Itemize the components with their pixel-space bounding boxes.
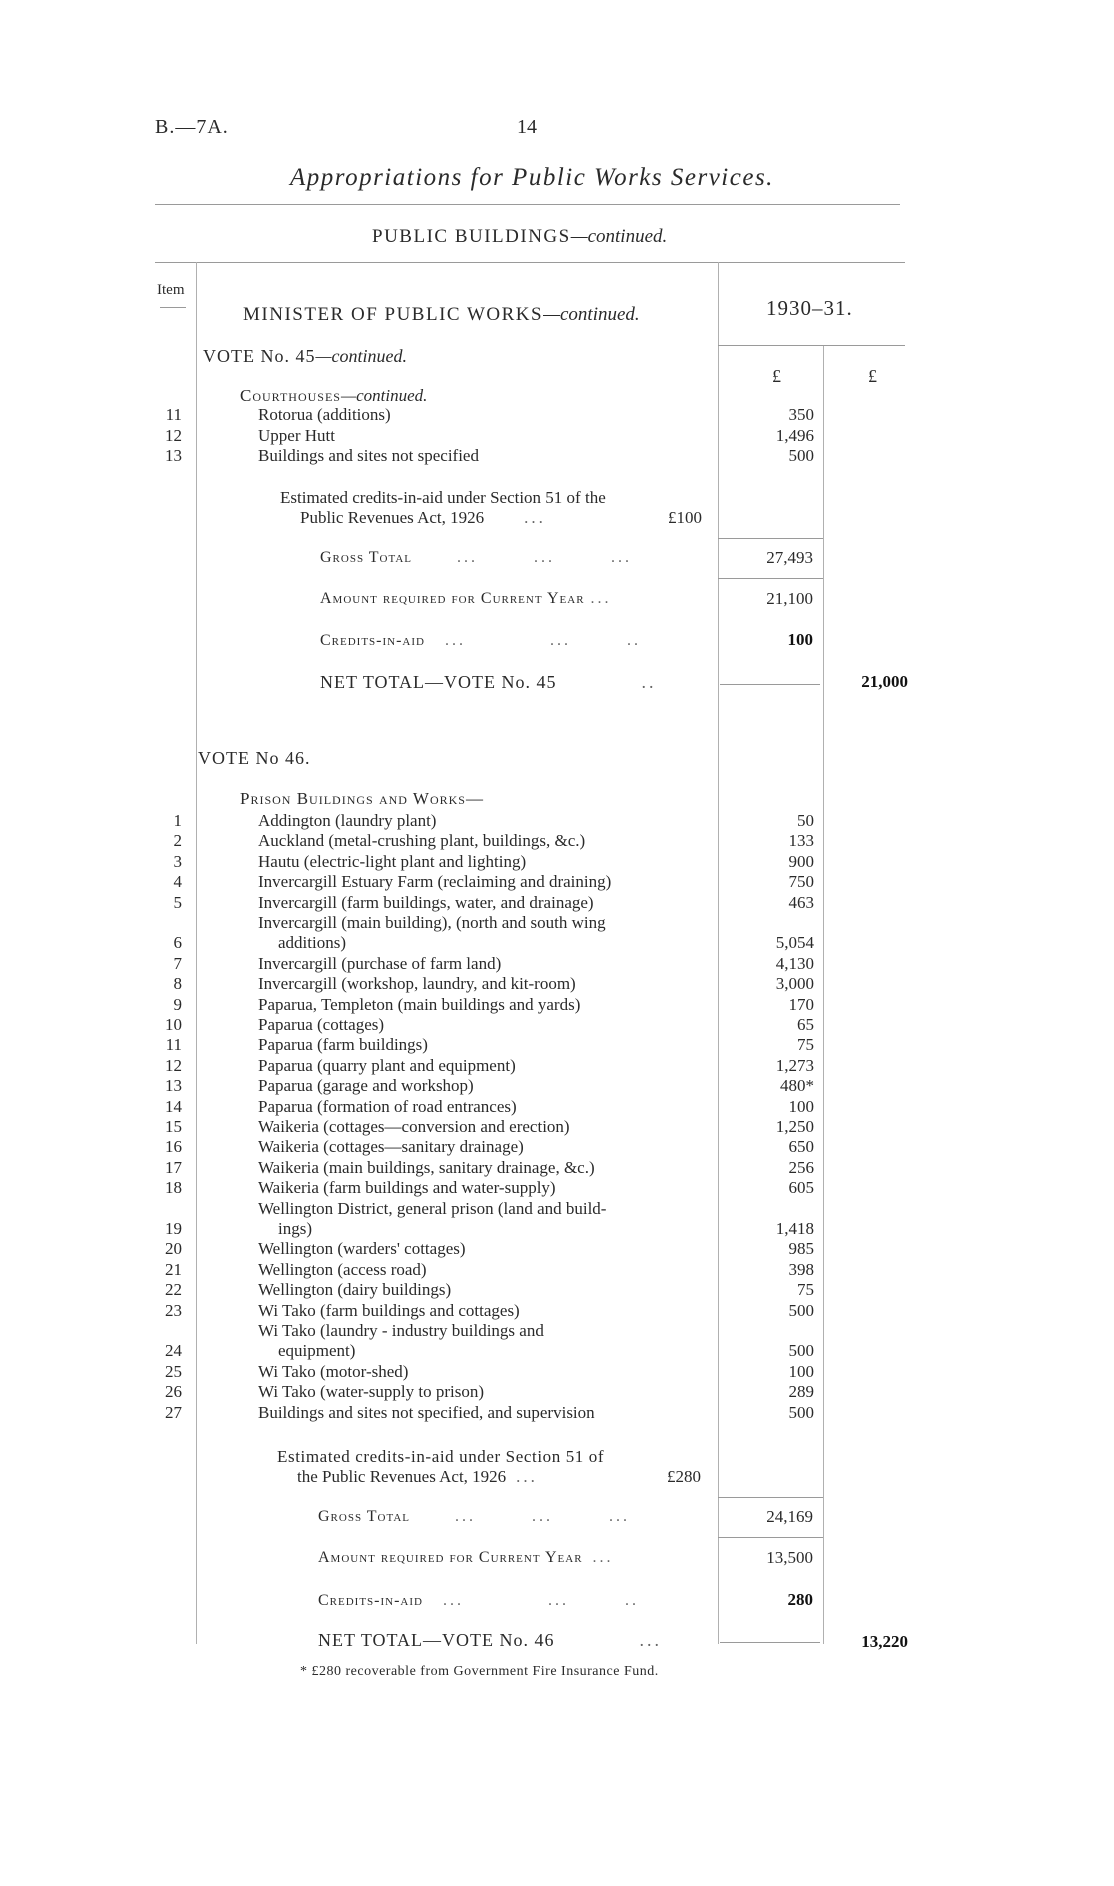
vote-46-item-description: Invercargill (main building), (north and south wing	[258, 913, 606, 932]
vote-45-heading	[203, 346, 407, 367]
vote-46-item-description: Wellington (warders' cottages)	[258, 1239, 466, 1259]
vote-46-item-amount: 1,250	[775, 1117, 814, 1136]
vote-46-item-description: Addington (laundry plant)	[258, 811, 437, 830]
vote-46-item-amount: 1,273	[775, 1055, 814, 1075]
vote-45-net-total-label: NET TOTAL—VOTE No. 45 ..	[320, 672, 657, 692]
item-column-label: Item	[157, 282, 185, 298]
vote-45-credits-note-amount: £100	[668, 508, 702, 527]
vote-46-credits-label: Credits-in-aid ... ... ..	[318, 1592, 639, 1609]
vote-46-item-number: 5	[173, 892, 182, 912]
vote-45-item-amount: 350	[788, 405, 814, 424]
footnote: * £280 recoverable from Government Fire Insurance Fund.	[300, 1664, 659, 1679]
page-number: 14	[517, 116, 537, 138]
vote-46-item-description: Waikeria (main buildings, sanitary drainage, &c.)	[258, 1157, 595, 1177]
minister-heading	[243, 304, 640, 326]
vote-46-item-number: 12	[165, 1055, 182, 1075]
vote-46-item-description: Invercargill (workshop, laundry, and kit-room)	[258, 974, 576, 994]
vote-46-item-amount: 100	[788, 1096, 814, 1116]
vote-45-item-amount: 500	[788, 446, 814, 465]
vote-46-item-description: Wi Tako (motor-shed)	[258, 1361, 409, 1381]
vote-46-item-number: 21	[165, 1259, 182, 1279]
vote-46-item-number: 1	[173, 811, 182, 830]
vote-45-item-description: Rotorua (additions)	[258, 405, 391, 424]
vote-46-credits-note-line2: the Public Revenues Act, 1926 ...	[297, 1467, 538, 1486]
vote-46-item-description: Paparua, Templeton (main buildings and yards)	[258, 994, 581, 1014]
vote-46-amount-required: 13,500	[766, 1548, 813, 1567]
vote-46-item-description: Invercargill Estuary Farm (reclaiming and draining)	[258, 872, 612, 892]
vote-45-net-rule	[720, 684, 820, 685]
vote-46-item-amount: 500	[788, 1402, 814, 1422]
vote-46-required-rule	[718, 1537, 823, 1538]
vote-46-credits: 280	[787, 1590, 813, 1609]
vote-46-item-amount: 170	[788, 994, 814, 1014]
vote-46-item-amount: 75	[797, 1280, 814, 1300]
vote-46-item-amount: 750	[788, 872, 814, 892]
courthouses-group	[240, 386, 427, 406]
section-heading	[372, 226, 667, 248]
pound-sign-amount: £	[772, 366, 781, 386]
vote-45-item-description: Buildings and sites not specified	[258, 446, 479, 465]
vote-46-item-description: Buildings and sites not specified, and supervision	[258, 1402, 595, 1422]
vote-46-net-total-label: NET TOTAL—VOTE No. 46 ...	[318, 1630, 663, 1650]
courthouses-continued: —continued.	[340, 386, 428, 405]
vote-45-gross-rule	[718, 538, 823, 539]
vote-46-item-description: Auckland (metal-crushing plant, buildings, &c.)	[258, 831, 586, 851]
vote-45-item-number: 12	[165, 425, 182, 445]
vote-46-item-description: Wellington (dairy buildings)	[258, 1280, 452, 1300]
vote-46-item-description: Wi Tako (farm buildings and cottages)	[258, 1300, 520, 1320]
vote-45-item-description: Upper Hutt	[258, 425, 335, 445]
vote-46-item-description: Paparua (quarry plant and equipment)	[258, 1055, 516, 1075]
vote-46-gross-rule	[718, 1497, 823, 1498]
courthouses-label: Courthouses	[240, 386, 341, 405]
vote-46-item-amount: 50	[797, 811, 814, 830]
vote-46-item-number: 19	[165, 1219, 182, 1238]
vote-46-gross-total-label: Gross Total ... ... ...	[318, 1508, 631, 1525]
minister-continued: —continued.	[543, 304, 640, 325]
vote-45-credits-note-line2: Public Revenues Act, 1926 ...	[300, 508, 546, 527]
vote-46-item-number: 4	[173, 872, 182, 892]
year-heading: 1930–31.	[766, 296, 853, 320]
vote-46-item-number: 18	[165, 1178, 182, 1198]
item-label-rule	[160, 307, 186, 308]
vote-45-item-number: 11	[165, 405, 182, 424]
vote-46-item-number: 10	[165, 1015, 182, 1034]
vote-46-item-description: Invercargill (purchase of farm land)	[258, 953, 502, 973]
title-rule	[155, 204, 900, 205]
vote-46-item-number: 9	[173, 994, 182, 1014]
vote-46-item-amount: 605	[788, 1178, 814, 1198]
vote-46-item-description: Waikeria (cottages—sanitary drainage)	[258, 1137, 524, 1157]
table-top-rule	[155, 262, 905, 263]
vote-46-item-description: Paparua (cottages)	[258, 1015, 385, 1034]
vote-46-item-amount: 398	[788, 1259, 814, 1279]
vote-46-item-amount: 985	[788, 1239, 814, 1259]
vote-45-credits-note-line1: Estimated credits-in-aid under Section 51 of the	[280, 488, 606, 507]
vote-46-item-amount: 500	[788, 1300, 814, 1320]
vote-46-item-number: 26	[165, 1382, 182, 1402]
vote-46-item-description: Wi Tako (water-supply to prison)	[258, 1382, 484, 1402]
page-title: Appropriations for Public Works Services.	[290, 164, 774, 191]
vote-46-heading: VOTE No 46.	[198, 748, 311, 768]
vote-46-item-number: 7	[173, 953, 182, 973]
vote-45-title: VOTE No. 45	[203, 346, 316, 366]
vote-45-item-amount: 1,496	[775, 425, 814, 445]
vote-46-item-description-cont: additions)	[278, 933, 346, 953]
vote-46-item-number: 15	[165, 1117, 182, 1136]
vote-46-item-amount: 133	[788, 831, 814, 851]
vote-45-credits-label: Credits-in-aid ... ... ..	[320, 632, 641, 649]
vote-46-item-number: 20	[165, 1239, 182, 1259]
vote-46-item-description: Paparua (farm buildings)	[258, 1035, 428, 1055]
vote-46-item-number: 11	[165, 1035, 182, 1055]
vote-46-credits-note-act: the Public Revenues Act, 1926	[297, 1467, 507, 1486]
vote-46-item-number: 17	[165, 1157, 182, 1177]
vote-46-item-amount: 4,130	[775, 953, 814, 973]
vote-46-item-number: 6	[173, 933, 182, 953]
vote-46-item-description: Paparua (formation of road entrances)	[258, 1096, 517, 1116]
vote-46-item-amount: 1,418	[775, 1219, 814, 1238]
vote-45-amount-required-label: Amount required for Current Year ...	[320, 590, 612, 607]
vote-46-item-number: 14	[165, 1096, 182, 1116]
vote-45-required-rule	[718, 578, 823, 579]
vote-46-item-description-cont: ings)	[278, 1219, 312, 1238]
prison-buildings-group: Prison Buildings and Works—	[240, 789, 484, 808]
vote-45-continued: —continued.	[315, 346, 407, 366]
vote-46-item-amount: 289	[788, 1382, 814, 1402]
vote-46-gross-total: 24,169	[766, 1507, 813, 1526]
vote-46-item-amount: 500	[788, 1341, 814, 1361]
vote-46-item-description: Invercargill (farm buildings, water, and drainage)	[258, 892, 594, 912]
vote-46-item-description: Paparua (garage and workshop)	[258, 1076, 474, 1096]
vote-46-item-number: 3	[173, 851, 182, 871]
section-continued: —continued.	[570, 226, 668, 247]
vote-46-item-amount: 463	[788, 892, 814, 912]
vote-46-item-number: 2	[173, 831, 182, 851]
vote-46-item-amount: 3,000	[775, 974, 814, 994]
vote-46-credits-note-amount: £280	[667, 1467, 701, 1486]
vote-45-amount-required: 21,100	[766, 589, 813, 608]
vote-45-net-total: 21,000	[861, 672, 908, 691]
vote-46-item-number: 16	[165, 1137, 182, 1157]
year-rule	[718, 345, 905, 346]
vote-46-item-number: 24	[165, 1341, 182, 1361]
vote-45-credits: 100	[787, 630, 813, 649]
vote-46-item-description: Wellington District, general prison (land and build-	[258, 1198, 607, 1218]
vote-46-item-amount: 900	[788, 851, 814, 871]
vote-46-item-number: 27	[165, 1402, 182, 1422]
amount-column-rule	[718, 262, 719, 1644]
vote-46-item-number: 23	[165, 1300, 182, 1320]
vote-46-item-description-cont: equipment)	[278, 1341, 356, 1361]
vote-45-credits-note-act: Public Revenues Act, 1926	[300, 508, 485, 527]
section-name: PUBLIC BUILDINGS	[372, 226, 571, 247]
vote-46-net-total: 13,220	[861, 1632, 908, 1651]
vote-46-net-rule	[720, 1642, 820, 1643]
vote-46-item-description: Hautu (electric-light plant and lighting)	[258, 851, 527, 871]
vote-46-item-description: Wi Tako (laundry - industry buildings and	[258, 1321, 544, 1340]
vote-45-gross-total: 27,493	[766, 548, 813, 567]
vote-46-item-number: 8	[173, 974, 182, 994]
vote-46-item-number: 22	[165, 1280, 182, 1300]
total-column-rule	[823, 345, 824, 1644]
vote-46-amount-required-label: Amount required for Current Year ...	[318, 1549, 614, 1566]
vote-46-item-amount: 650	[788, 1137, 814, 1157]
pound-sign-total: £	[868, 366, 877, 386]
minister-name: MINISTER OF PUBLIC WORKS	[243, 304, 544, 325]
vote-45-gross-total-label: Gross Total ... ... ...	[320, 549, 633, 566]
vote-46-item-description: Wellington (access road)	[258, 1259, 427, 1279]
vote-46-item-description: Waikeria (farm buildings and water-supply)	[258, 1178, 556, 1198]
vote-46-item-amount: 75	[797, 1035, 814, 1055]
vote-46-item-amount: 100	[788, 1361, 814, 1381]
vote-46-item-amount: 256	[788, 1157, 814, 1177]
vote-46-item-number: 25	[165, 1361, 182, 1381]
vote-46-item-amount: 480*	[780, 1076, 814, 1096]
vote-46-item-amount: 5,054	[775, 933, 814, 953]
vote-46-credits-note-line1: Estimated credits-in-aid under Section 51 of	[277, 1447, 605, 1466]
item-column-rule	[196, 262, 197, 1644]
vote-46-item-description: Waikeria (cottages—conversion and erection)	[258, 1117, 570, 1136]
vote-46-item-number: 13	[165, 1076, 182, 1096]
vote-45-item-number: 13	[165, 446, 182, 465]
document-reference: B.—7A.	[155, 116, 229, 138]
vote-46-item-amount: 65	[797, 1015, 814, 1034]
